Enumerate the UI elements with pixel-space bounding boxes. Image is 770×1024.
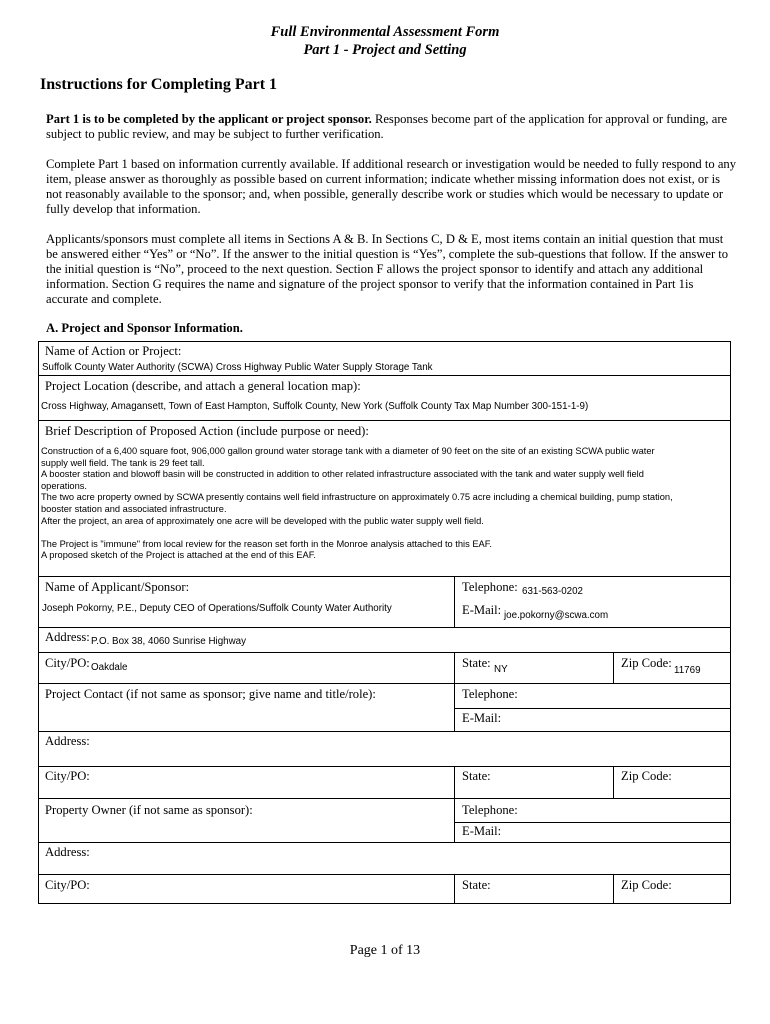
- description-line: [41, 527, 741, 539]
- instructions-p1-rest: Responses become part of the application for approval or funding, are subject to public review, and may be subject to further verification.: [46, 112, 728, 141]
- instructions-paragraph-3: Applicants/sponsors must complete all items in Sections A & B. In Sections C, D & E, most items contain an initial question that must be answered either “Yes” or “No”. If the answer to the initial question is “Yes”, complete the sub-questions that follow. If the answer to the initial question is “No”, proceed to the next question. Section F allows the project sponsor to identify and attach any additional information. Section G requires the name and signature of the project sponsor to verify that the information contained in Part 1is accurate and complete.: [46, 232, 729, 306]
- description-line: After the project, an area of approximately one acre will be developed with the public water supply well field.: [41, 515, 484, 526]
- owner-state-label: State:: [462, 878, 491, 892]
- owner-name-label: Property Owner (if not same as sponsor):: [45, 803, 253, 817]
- contact-state-label: State:: [462, 769, 491, 783]
- project-location-label: Project Location (describe, and attach a general location map):: [45, 379, 361, 393]
- applicant-email-field[interactable]: joe.pokorny@scwa.com: [504, 610, 609, 621]
- applicant-email-label: E-Mail:: [462, 603, 502, 617]
- instructions-paragraph-2: Complete Part 1 based on information currently available. If additional research or investigation would be needed to fully respond to any item, please answer as thoroughly as possible based on current information; indicate whether missing information does not exist, or is not reasonably available to the sponsor; and, when possible, generally describe work or studies which would be necessary to update or fully develop that information.: [46, 157, 737, 216]
- applicant-telephone-label: Telephone:: [462, 580, 518, 594]
- applicant-name-label: Name of Applicant/Sponsor:: [45, 580, 190, 594]
- owner-telephone-label: Telephone:: [462, 803, 518, 817]
- description-field[interactable]: [41, 446, 741, 562]
- owner-email-label: E-Mail:: [462, 824, 502, 838]
- description-line: A booster station and blowoff basin will be constructed in addition to other related infrastructure associated with the tank and water supply well field: [41, 469, 644, 480]
- applicant-state-field[interactable]: NY: [494, 664, 508, 675]
- contact-name-label: Project Contact (if not same as sponsor; give name and title/role):: [45, 687, 376, 701]
- form-subtitle: Part 1 - Project and Setting: [303, 42, 467, 58]
- contact-city-label: City/PO:: [45, 769, 90, 783]
- description-line: The two acre property owned by SCWA presently contains well field infrastructure on approximately 0.75 acre including a chemical building, pump station,: [41, 492, 673, 503]
- project-location-field[interactable]: Cross Highway, Amagansett, Town of East Hampton, Suffolk County, New York (Suffolk County Tax Map Number 300-151-1-9): [41, 401, 589, 412]
- contact-telephone-label: Telephone:: [462, 687, 518, 701]
- form-title: Full Environmental Assessment Form: [270, 24, 500, 40]
- description-line: supply well field. The tank is 29 feet tall.: [41, 457, 205, 468]
- page-number: Page 1 of 13: [349, 943, 421, 958]
- instructions-paragraph-1: [46, 112, 736, 142]
- description-line: Construction of a 6,400 square foot, 906,000 gallon ground water storage tank with a diameter of 90 feet on the site of an existing SCWA public water: [41, 446, 655, 456]
- applicant-city-label: City/PO:: [45, 656, 90, 670]
- applicant-telephone-field[interactable]: 631-563-0202: [522, 586, 584, 597]
- applicant-address-label: Address:: [45, 630, 90, 644]
- applicant-zip-label: Zip Code:: [621, 656, 672, 670]
- instructions-heading: Instructions for Completing Part 1: [40, 76, 278, 93]
- applicant-name-field[interactable]: Joseph Pokorny, P.E., Deputy CEO of Operations/Suffolk County Water Authority: [42, 603, 392, 614]
- applicant-city-field[interactable]: Oakdale: [91, 662, 128, 673]
- contact-address-label: Address:: [45, 734, 90, 748]
- description-line: The Project is "immune" from local review for the reason set forth in the Monroe analysis attached to this EAF.: [41, 538, 492, 549]
- owner-city-label: City/PO:: [45, 878, 90, 892]
- description-label: Brief Description of Proposed Action (include purpose or need):: [45, 424, 369, 438]
- description-line: booster station and associated infrastructure.: [41, 503, 227, 514]
- owner-address-label: Address:: [45, 845, 90, 859]
- action-name-label: Name of Action or Project:: [45, 344, 182, 358]
- action-name-field[interactable]: Suffolk County Water Authority (SCWA) Cross Highway Public Water Supply Storage Tank: [42, 362, 433, 373]
- owner-zip-label: Zip Code:: [621, 878, 672, 892]
- applicant-state-label: State:: [462, 656, 491, 670]
- section-a-heading: A. Project and Sponsor Information.: [46, 321, 243, 335]
- applicant-address-field[interactable]: P.O. Box 38, 4060 Sunrise Highway: [91, 636, 247, 647]
- instructions-p1-bold: Part 1 is to be completed by the applicant or project sponsor.: [46, 112, 372, 126]
- applicant-zip-field[interactable]: 11769: [674, 665, 701, 676]
- contact-email-label: E-Mail:: [462, 711, 502, 725]
- description-line: A proposed sketch of the Project is attached at the end of this EAF.: [41, 550, 316, 561]
- description-line: operations.: [41, 480, 87, 491]
- contact-zip-label: Zip Code:: [621, 769, 672, 783]
